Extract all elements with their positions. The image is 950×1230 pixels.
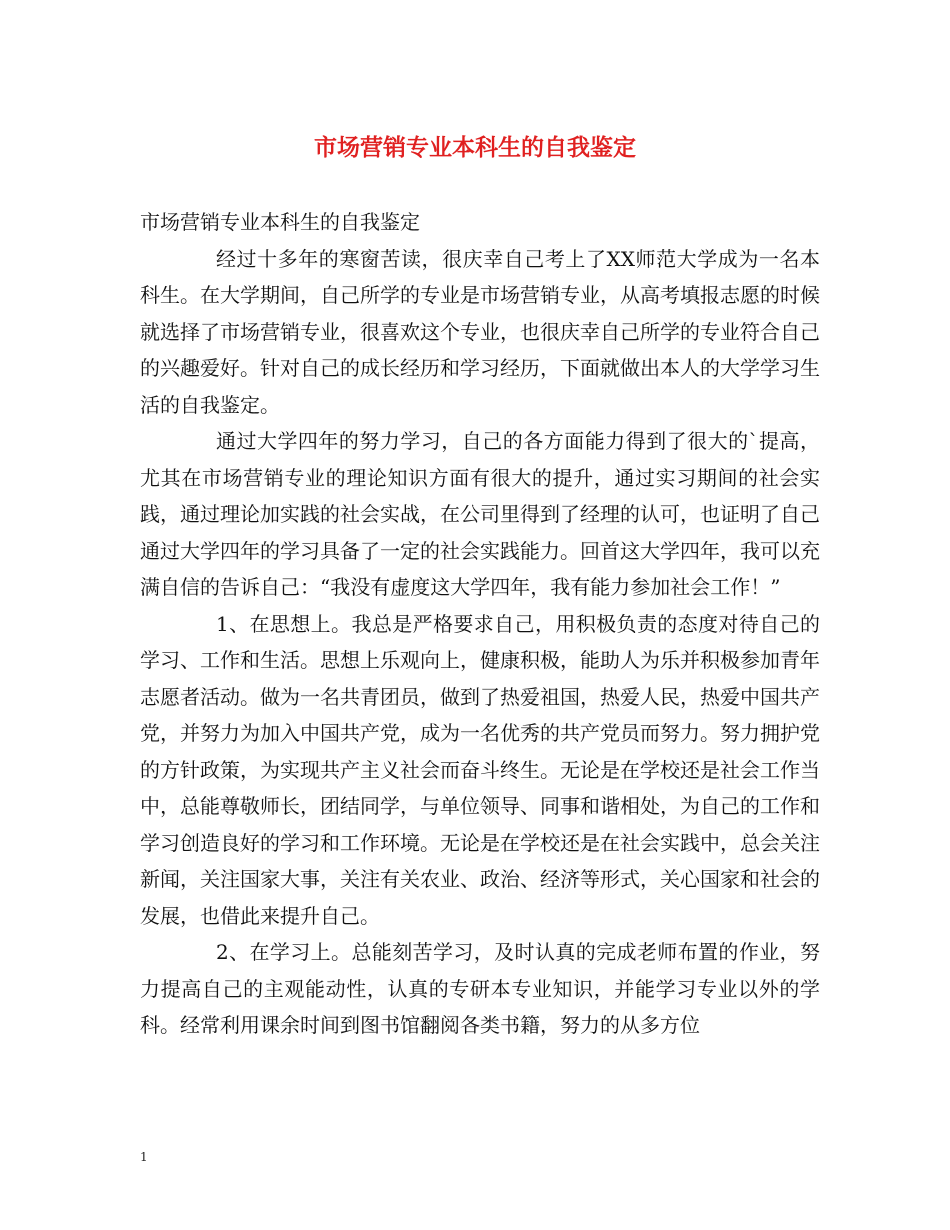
- body-heading: 市场营销专业本科生的自我鉴定: [140, 210, 420, 234]
- paragraph-summary: 通过大学四年的努力学习，自己的各方面能力得到了很大的`提高，尤其在市场营销专业的理论知识方面有很大的提升，通过实习期间的社会实践，通过理论加实践的社会实战，在公司里得到了经理的认可，也证明了自己通过大学四年的学习具备了一定的社会实践能力。回首这大学四年，我可以充满自信的告诉自己：“我没有虚度这大学四年，我有能力参加社会工作！”: [140, 429, 820, 599]
- document-body: [140, 204, 820, 1044]
- paragraph-intro: 经过十多年的寒窗苦读，很庆幸自己考上了XX师范大学成为一名本科生。在大学期间，自己所学的专业是市场营销专业，从高考填报志愿的时候就选择了市场营销专业，很喜欢这个专业，也很庆幸自己所学的专业符合自己的兴趣爱好。针对自己的成长经历和学习经历，下面就做出本人的大学学习生活的自我鉴定。: [140, 246, 820, 417]
- document-title: 市场营销专业本科生的自我鉴定: [314, 135, 636, 161]
- paragraph-study: 2、在学习上。总能刻苦学习，及时认真的完成老师布置的作业，努力提高自己的主观能动性，认真的专研本专业知识，并能学习专业以外的学科。经常利用课余时间到图书馆翻阅各类书籍，努力的从多方位: [140, 940, 820, 1037]
- paragraph-ideology: 1、在思想上。我总是严格要求自己，用积极负责的态度对待自己的学习、工作和生活。思想上乐观向上，健康积极，能助人为乐并积极参加青年志愿者活动。做为一名共青团员，做到了热爱祖国，热爱人民，热爱中国共产党，并努力为加入中国共产党，成为一名优秀的共产党员而努力。努力拥护党的方针政策，为实现共产主义社会而奋斗终生。无论是在学校还是社会工作当中，总能尊敬师长，团结同学，与单位领导、同事和谐相处，为自己的工作和学习创造良好的学习和工作环境。无论是在学校还是在社会实践中，总会关注新闻，关注国家大事，关注有关农业、政治、经济等形式，关心国家和社会的发展，也借此来提升自己。: [140, 611, 820, 928]
- page-number: 1: [140, 1150, 148, 1164]
